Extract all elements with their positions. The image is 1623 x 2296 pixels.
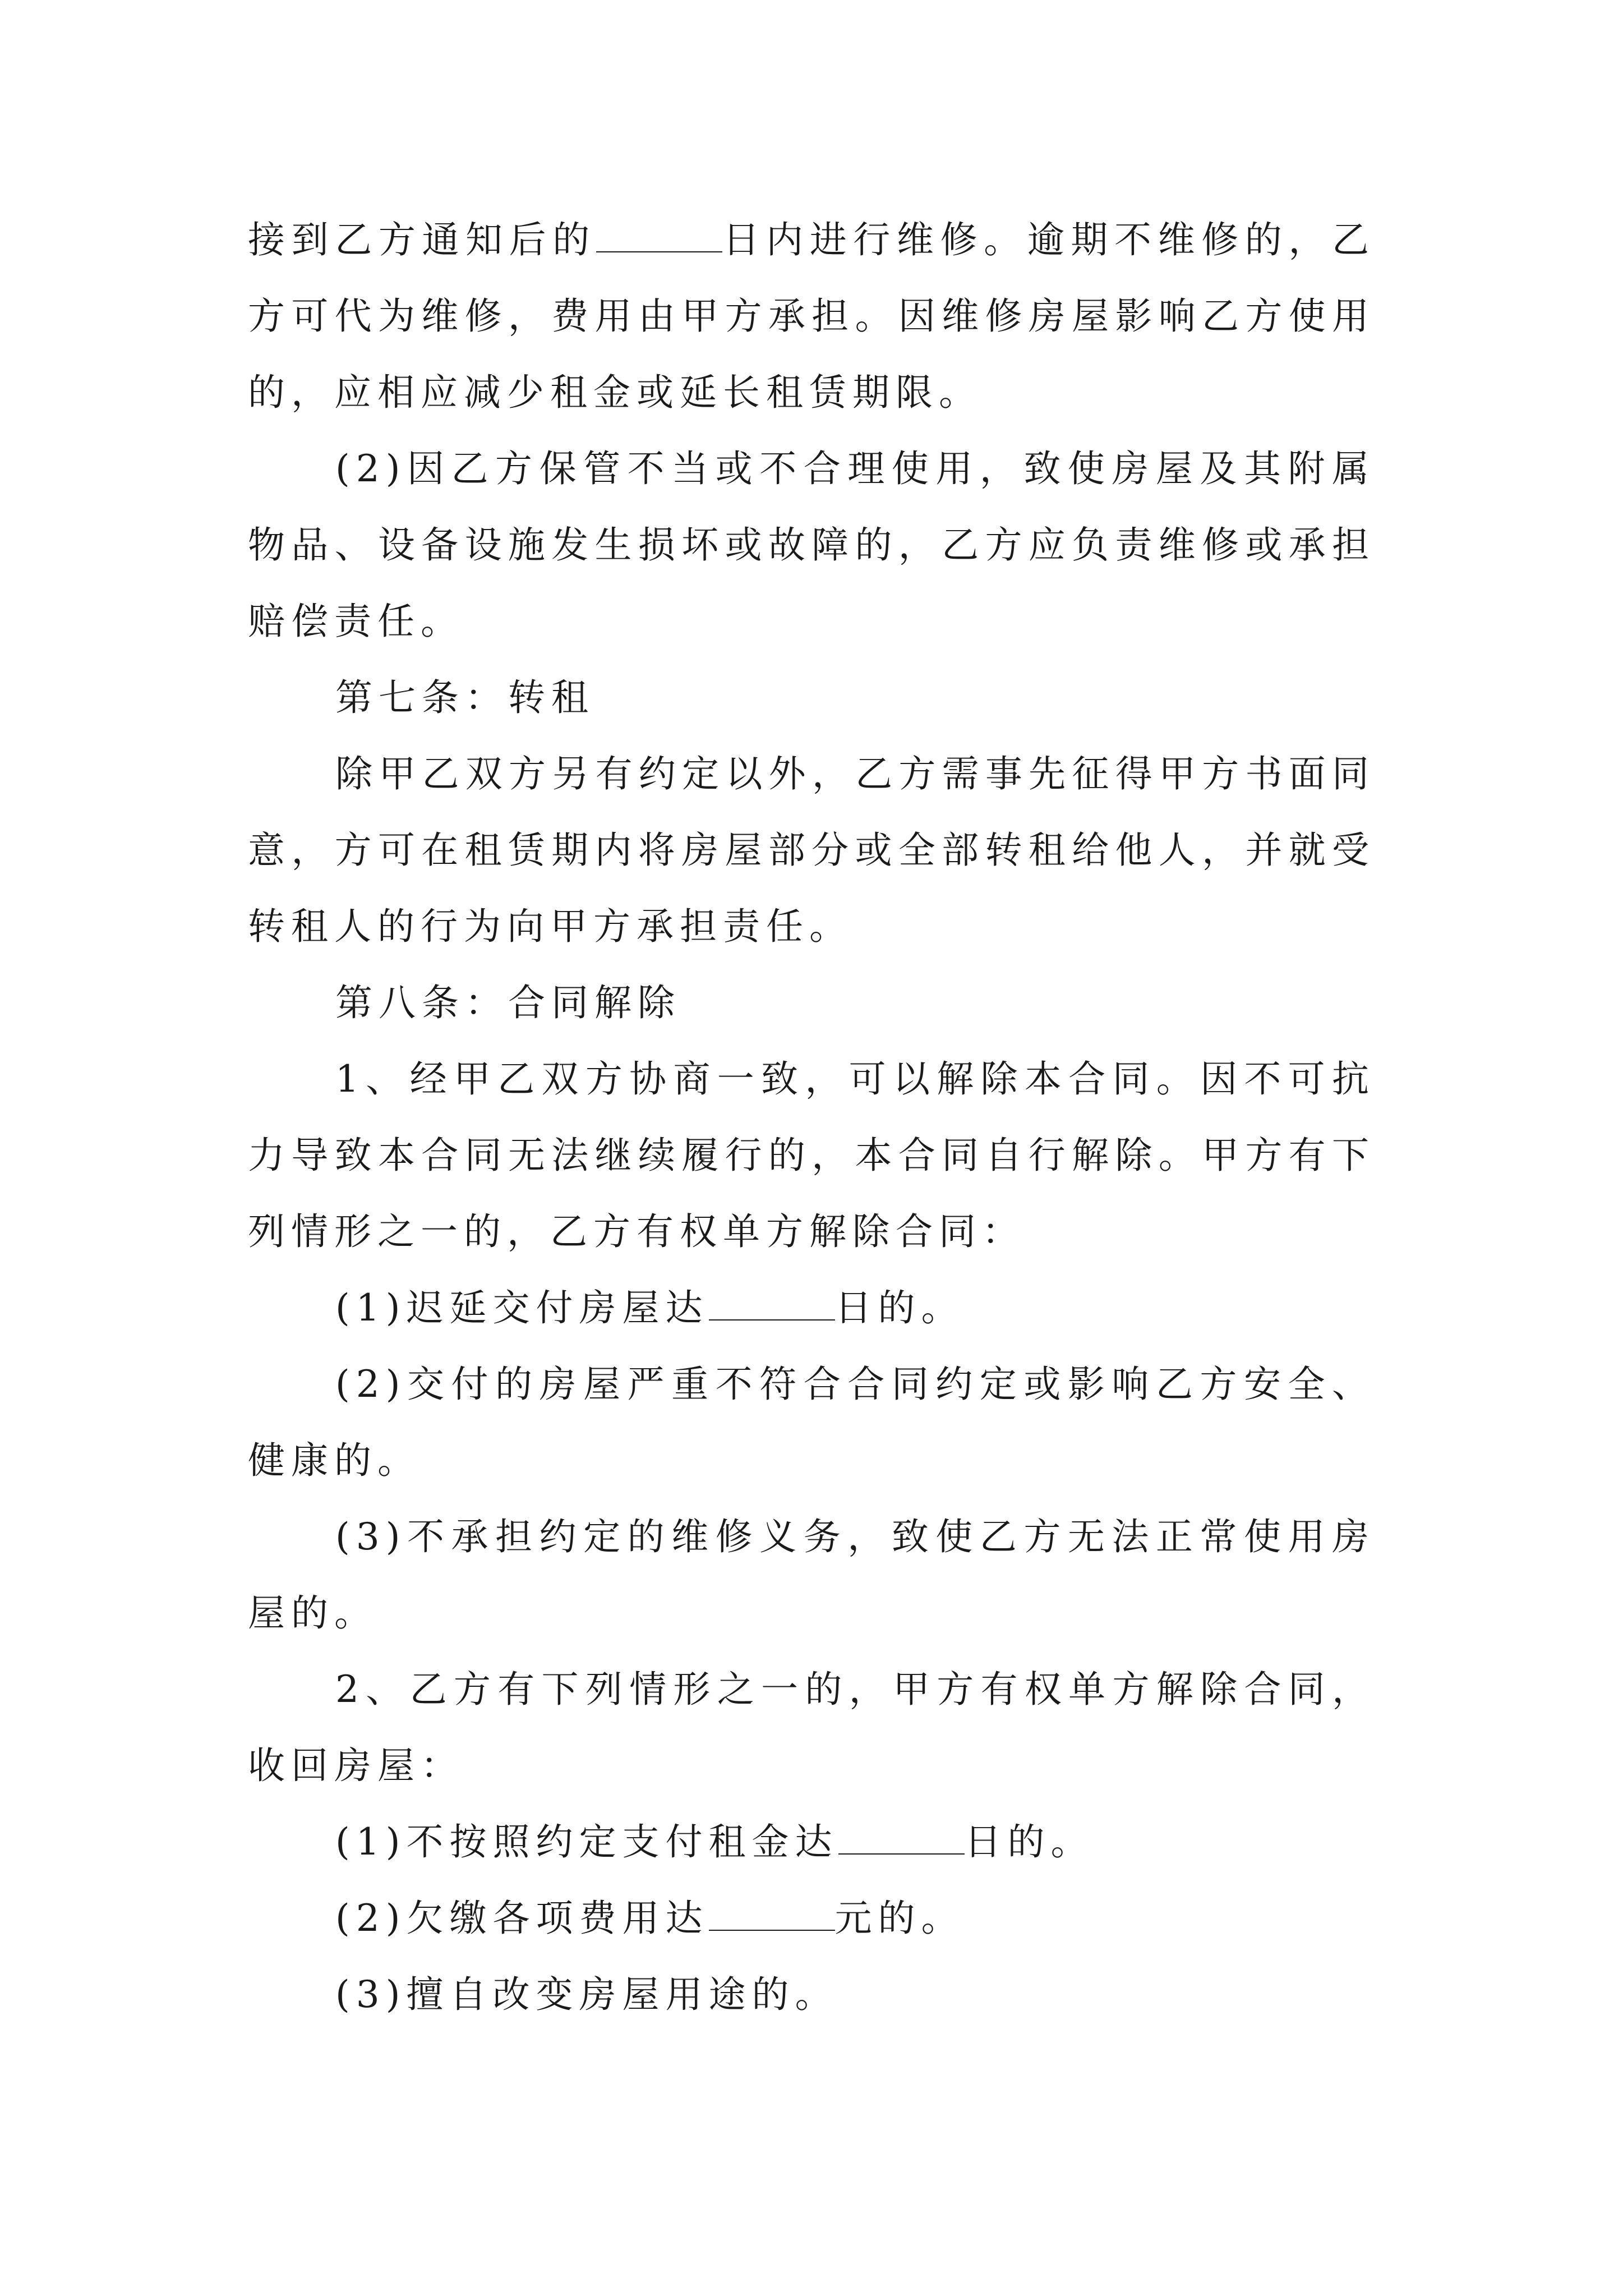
list-item-nonconforming-house xyxy=(248,1346,1375,1499)
paragraph-text: (3)不承担约定的维修义务，致使乙方无法正常使用房屋的。 xyxy=(248,1515,1375,1635)
paragraph-termination-clause-1 xyxy=(248,1041,1375,1270)
list-item-unpaid-rent xyxy=(248,1804,1375,1880)
paragraph-text: 1、经甲乙双方协商一致，可以解除本合同。因不可抗力导致本合同无法继续履行的，本合同自行解除。甲方有下列情形之一的，乙方有权单方解除合同： xyxy=(248,1057,1375,1253)
heading-text: 第八条：合同解除 xyxy=(335,981,681,1024)
list-item-no-repair xyxy=(248,1499,1375,1651)
paragraph-sublease-terms xyxy=(248,736,1375,965)
fill-in-blank xyxy=(709,1889,835,1931)
list-item-unpaid-fees xyxy=(248,1880,1375,1957)
paragraph-text: (2)欠缴各项费用达 xyxy=(335,1897,709,1940)
fill-in-blank xyxy=(709,1279,835,1320)
list-item-delayed-delivery xyxy=(248,1270,1375,1346)
fill-in-blank xyxy=(838,1813,965,1855)
paragraph-repair-continuation xyxy=(248,202,1375,431)
section-heading-termination xyxy=(248,965,1375,1041)
paragraph-text: 日的。 xyxy=(834,1286,965,1329)
paragraph-text: (2)因乙方保管不当或不合理使用，致使房屋及其附属物品、设备设施发生损坏或故障的，乙方应负责维修或承担赔偿责任。 xyxy=(248,447,1375,643)
paragraph-text: 除甲乙双方另有约定以外，乙方需事先征得甲方书面同意，方可在租赁期内将房屋部分或全部转租给他人，并就受转租人的行为向甲方承担责任。 xyxy=(248,752,1375,948)
fill-in-blank xyxy=(596,211,722,252)
paragraph-text: (1)不按照约定支付租金达 xyxy=(335,1820,838,1864)
paragraph-text: 2、乙方有下列情形之一的，甲方有权单方解除合同，收回房屋： xyxy=(248,1668,1375,1787)
paragraph-text: 接到乙方通知后的 xyxy=(248,218,596,261)
paragraph-text: 日内进行维修。逾期不维修的，乙方可代为维修，费用由甲方承担。因维修房屋影响乙方使用的，应相应减少租金或延长租赁期限。 xyxy=(248,218,1376,414)
paragraph-text: (2)交付的房屋严重不符合合同约定或影响乙方安全、健康的。 xyxy=(248,1363,1375,1482)
paragraph-termination-clause-2 xyxy=(248,1651,1375,1804)
document-body xyxy=(248,202,1375,2033)
paragraph-text: 日的。 xyxy=(964,1820,1094,1864)
paragraph-text: 元的。 xyxy=(834,1897,965,1940)
paragraph-text: (1)迟延交付房屋达 xyxy=(335,1286,709,1329)
list-item-change-use xyxy=(248,1957,1375,2033)
heading-text: 第七条：转租 xyxy=(335,676,594,719)
section-heading-sublease xyxy=(248,660,1375,736)
paragraph-tenant-damage xyxy=(248,431,1375,660)
paragraph-text: (3)擅自改变房屋用途的。 xyxy=(335,1973,838,2016)
